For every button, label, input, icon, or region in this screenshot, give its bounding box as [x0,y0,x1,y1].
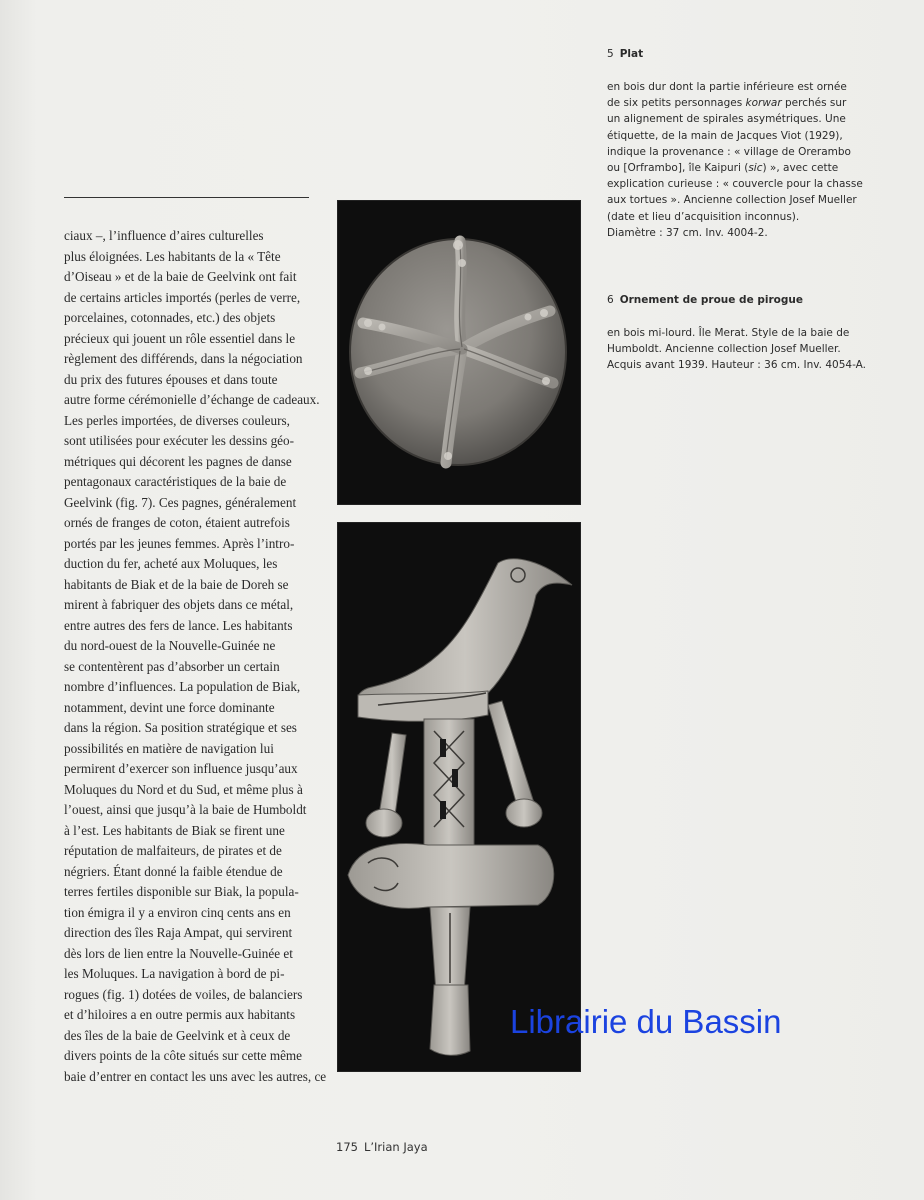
body-text-line: habitants de Biak et de la baie de Doreh se [64,576,289,592]
caption-plate-line: indique la provenance : « village de Orerambo [607,145,851,158]
photo-wooden-plate [337,200,581,505]
page-number: 175 [336,1140,358,1154]
body-text-line: Moluques du Nord et du Sud, et même plus à [64,781,303,797]
body-text-line: se contentèrent pas d’absorber un certain [64,658,280,674]
body-text-line: dans la région. Sa position stratégique et ses [64,720,297,735]
caption-plate-line: un alignement de spirales asymétriques. Une [607,113,846,126]
caption-plate-line: de six petits personnages korwar perchés sur [607,97,847,110]
caption-prow-body [607,325,867,374]
body-text-line: permirent d’exercer son influence jusqu’aux [64,761,298,776]
body-text-line: nombre d’influences. La population de Biak, [64,679,301,694]
caption-prow-line: en bois mi-lourd. Île Merat. Style de la baie de [607,327,850,339]
body-text-line: direction des îles Raja Ampat, qui servirent [64,925,293,940]
page-footer [336,1140,428,1154]
caption-plate-line: (date et lieu d’acquisition inconnus). [607,210,800,223]
body-text-line: rogues (fig. 1) dotées de voiles, de balanciers [64,986,303,1002]
body-text-line: des îles de la baie de Geelvink et à ceux de [64,1027,291,1043]
body-text-line: d’Oiseau » et de la baie de Geelvink ont fait [64,269,297,284]
watermark-text: Librairie du Bassin [510,1003,782,1040]
photo-canoe-prow-ornament [337,522,581,1072]
caption-plate-line: en bois dur dont la partie inférieure est ornée [607,81,847,93]
caption-plate [607,48,867,241]
body-text-line: de certains articles importés (perles de verre, [64,289,301,305]
caption-plate-body [607,79,867,241]
caption-prow-heading [607,294,867,306]
caption-plate-line: explication curieuse : « couvercle pour la chasse [607,178,863,191]
body-text-line: plus éloignées. Les habitants de la « Tête [64,248,281,264]
body-text-line: autre forme cérémonielle d’échange de cadeaux. [64,392,320,407]
caption-plate-line: ou [Orframbo], île Kaipuri (sic) », avec cette [607,162,839,175]
body-text-line: et d’hiloires a en outre permis aux habitants [64,1007,296,1022]
body-text-line: règlement des différends, dans la négociation [64,351,303,366]
body-text-line: Geelvink (fig. 7). Ces pagnes, généralement [64,494,297,510]
caption-plate-heading [607,48,867,60]
body-text-line: portés par les jeunes femmes. Après l’intro- [64,535,295,551]
wooden-plate-image [338,201,580,504]
body-text-line: divers points de la côte situés sur cette même [64,1048,303,1063]
body-text-line: notamment, devint une force dominante [64,699,275,715]
body-text-line: Les perles importées, de diverses couleurs, [64,412,290,428]
body-text-line: possibilités en matière de navigation lui [64,740,274,756]
body-text-line: ornés de franges de coton, étaient autrefois [64,515,290,530]
caption-prow-number: 6 [607,294,614,306]
body-text-line: baie d’entrer en contact les uns avec les autres, ce [64,1068,327,1084]
body-text-line: ciaux –, l’influence d’aires culturelles [64,228,264,243]
body-text-line: les Moluques. La navigation à bord de pi- [64,966,285,981]
body-text-line: dès lors de lien entre la Nouvelle-Guinée et [64,945,293,961]
column-top-rule [64,197,309,198]
body-text-line: mirent à fabriquer des objets dans ce métal, [64,597,294,612]
body-text-line: entre autres des fers de lance. Les habitants [64,617,293,633]
caption-prow-line: Acquis avant 1939. Hauteur : 36 cm. Inv. 4054-A. [607,359,866,372]
caption-plate-line: Diamètre : 37 cm. Inv. 4004-2. [607,226,768,239]
body-text-line: négriers. Étant donné la faible étendue de [64,863,283,879]
caption-plate-title: Plat [619,48,644,60]
body-text-line: réputation de malfaiteurs, de pirates et de [64,843,282,858]
caption-plate-line: étiquette, de la main de Jacques Viot (1929), [607,129,843,142]
running-title: L’Irian Jaya [363,1140,428,1154]
caption-prow-title: Ornement de proue de pirogue [619,294,803,306]
caption-prow [607,294,867,374]
body-text-line: sont utilisées pour exécuter les dessins géo- [64,433,294,448]
caption-plate-number: 5 [607,48,614,60]
body-text-column [64,226,327,1087]
body-text-line: métriques qui décorent les pagnes de danse [64,453,292,469]
body-text-line: précieux qui jouent un rôle essentiel dans le [64,330,296,346]
body-text-line: du nord-ouest de la Nouvelle-Guinée ne [64,638,276,653]
body-text-line: porcelaines, cotonnades, etc.) des objets [64,310,276,325]
bird-carving [358,559,572,715]
body-text-line: l’ouest, ainsi que jusqu’à la baie de Humboldt [64,802,307,817]
body-text-line: tion émigra il y a environ cinq cents ans en [64,904,291,920]
body-text-line: terres fertiles disponible sur Biak, la popula- [64,884,299,899]
body-text-line: pentagonaux caractéristiques de la baie de [64,474,287,489]
caption-plate-line: aux tortues ». Ancienne collection Josef Mueller [607,194,857,207]
prow-ornament-image [338,523,580,1071]
caption-prow-line: Humboldt. Ancienne collection Josef Mueller. [607,343,841,356]
body-text-line: duction du fer, acheté aux Moluques, les [64,556,278,571]
body-text-line: du prix des futures épouses et dans toute [64,371,278,387]
body-text-line: à l’est. Les habitants de Biak se firent une [64,822,285,838]
